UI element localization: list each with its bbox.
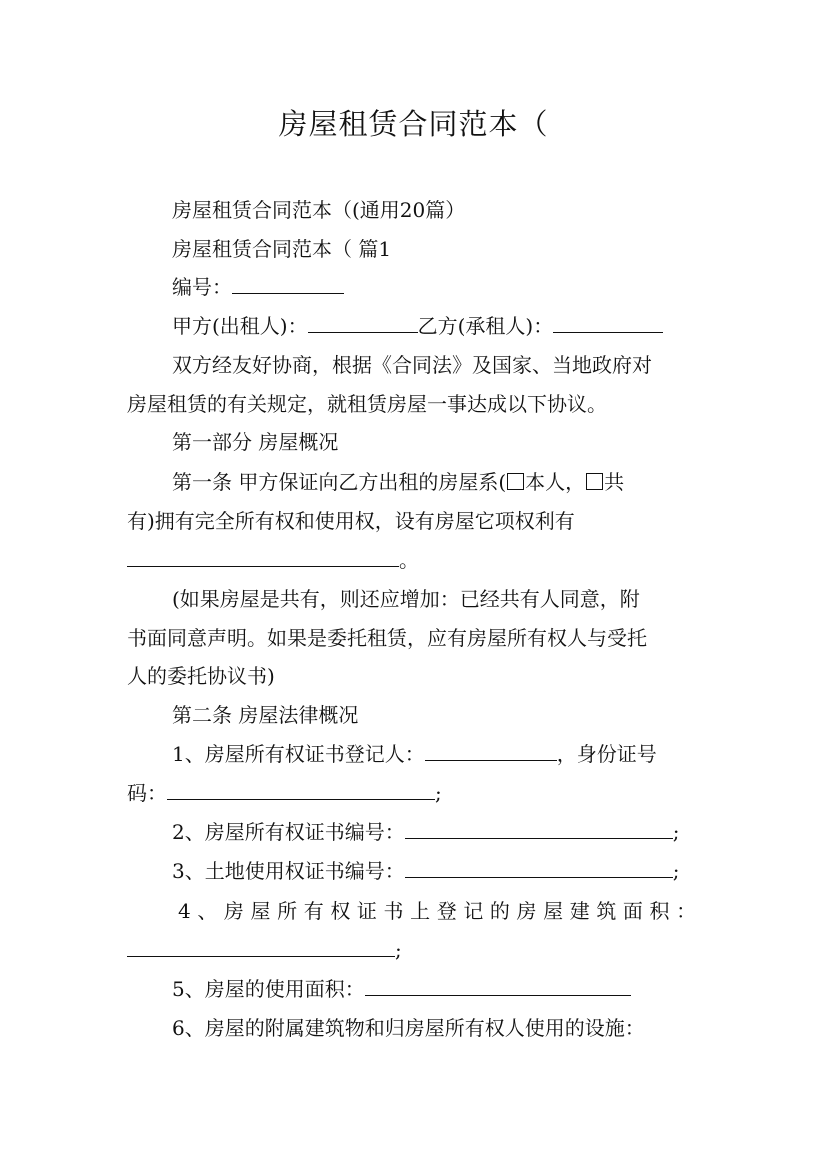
party-b-label: 乙方(承租人)： xyxy=(417,314,554,338)
other-rights-blank xyxy=(127,546,399,567)
land-certificate-blank xyxy=(405,857,673,878)
party-a-label: 甲方(出租人)： xyxy=(172,314,308,338)
item4-line-2 xyxy=(127,936,402,964)
number-line xyxy=(172,273,344,301)
item1-label: 1、房屋所有权证书登记人： xyxy=(172,742,425,766)
item1-mid: ，身份证号 xyxy=(556,742,657,766)
item1-line2-label: 码： xyxy=(127,781,167,805)
item1-line-2 xyxy=(127,779,442,807)
item6-line: 6、房屋的附属建筑物和归房屋所有权人使用的设施： xyxy=(172,1016,645,1040)
clause2-heading: 第二条 房屋法律概况 xyxy=(172,703,359,727)
parties-line xyxy=(172,312,663,340)
document-title: 房屋租赁合同范本（ xyxy=(278,107,549,141)
usable-area-blank xyxy=(365,975,631,996)
clause1-text-a: 第一条 甲方保证向乙方出租的房屋系( xyxy=(172,470,507,494)
item4-line-1: 4、房屋所有权证书上登记的房屋建筑面积： xyxy=(178,899,703,923)
item1-line-1 xyxy=(172,740,657,768)
clause1-line-3 xyxy=(127,546,419,574)
article-heading: 房屋租赁合同范本（ 篇1 xyxy=(172,237,392,261)
number-label: 编号： xyxy=(172,275,232,299)
checkbox-icon xyxy=(586,473,603,490)
building-area-blank xyxy=(127,936,395,957)
certificate-number-blank xyxy=(405,818,673,839)
intro-line-2: 房屋租赁的有关规定，就租赁房屋一事达成以下协议。 xyxy=(127,392,607,416)
item5-label: 5、房屋的使用面积： xyxy=(172,977,365,1001)
clause1-line-2: 有)拥有完全所有权和使用权，设有房屋它项权利有 xyxy=(127,509,575,533)
part1-heading: 第一部分 房屋概况 xyxy=(172,430,339,454)
item4-end: ; xyxy=(395,938,402,962)
item2-label: 2、房屋所有权证书编号： xyxy=(172,820,405,844)
party-b-blank xyxy=(553,312,663,333)
item2-line xyxy=(172,818,679,846)
item2-end: ; xyxy=(672,820,680,844)
item5-line xyxy=(172,975,631,1003)
id-number-blank xyxy=(167,779,435,800)
intro-line-1: 双方经友好协商，根据《合同法》及国家、当地政府对 xyxy=(172,353,652,377)
note-line-3: 人的委托协议书) xyxy=(127,664,275,688)
note-line-2: 书面同意声明。如果是委托租赁，应有房屋所有权人与受托 xyxy=(127,626,647,650)
clause1-text-c: 共 xyxy=(604,470,625,494)
number-blank xyxy=(232,273,344,294)
note-line-1: (如果房屋是共有，则还应增加：已经共有人同意，附 xyxy=(172,587,640,611)
clause1-text-b: 本人， xyxy=(525,470,586,494)
document-subtitle: 房屋租赁合同范本（(通用20篇） xyxy=(172,198,466,222)
clause1-line-1 xyxy=(172,468,624,496)
item1-line2-end: ; xyxy=(435,781,442,805)
registrant-blank xyxy=(425,740,557,761)
checkbox-icon xyxy=(507,473,524,490)
item3-label: 3、土地使用权证书编号： xyxy=(172,859,405,883)
party-a-blank xyxy=(308,312,418,333)
clause1-end: 。 xyxy=(399,548,419,572)
item3-end: ; xyxy=(672,859,680,883)
item3-line xyxy=(172,857,679,885)
